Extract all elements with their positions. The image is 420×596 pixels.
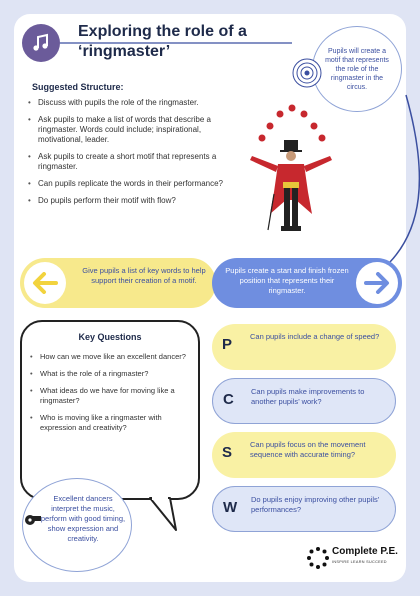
pcsw-wellbeing: [212, 486, 396, 532]
pcsw-social: [212, 432, 396, 478]
list-item: • Who is moving like a ringmaster with expression and creativity?: [28, 413, 196, 433]
list-item: • What is the role of a ringmaster?: [28, 369, 196, 379]
objective-text: Pupils will create a motif that represents the role of the ringmaster in the circus.: [325, 47, 389, 91]
key-questions-list: [28, 352, 196, 440]
list-item: • What ideas do we have for moving like a ringmaster?: [28, 386, 196, 406]
whistle-icon: [24, 514, 42, 526]
title-line-1: Exploring the role of a: [78, 23, 247, 40]
pcsw-question: Can pupils focus on the movement sequence with accurate timing?: [250, 440, 366, 459]
pcsw-question: Can pupils include a change of speed?: [250, 332, 380, 341]
pcsw-letter: S: [222, 444, 233, 461]
brand-name: Complete P.E.: [332, 546, 398, 557]
pcsw-letter: P: [222, 336, 233, 353]
pcsw-question: Do pupils enjoy improving other pupils’ performances?: [251, 495, 380, 514]
list-item: • Ask pupils to create a short motif that represents a ringmaster.: [26, 152, 236, 172]
brand-tagline: INSPIRE LEARN SUCCEED: [332, 560, 387, 564]
harder-text: Pupils create a start and finish frozen position that represents their ringmaster.: [225, 266, 349, 295]
pcsw-physical: [212, 324, 396, 370]
teaching-point-text: Excellent dancers interpret the music, perform with good timing, show expression and creativity.: [40, 494, 126, 543]
pcsw-letter: C: [223, 391, 234, 408]
easier-text: Give pupils a list of key words to help support their creation of a motif.: [82, 266, 206, 285]
key-questions-title: Key Questions: [78, 332, 142, 342]
list-item: • Do pupils perform their motif with flow?: [26, 196, 236, 206]
title-line-2: ‘ringmaster’: [78, 43, 171, 60]
list-item: • Can pupils replicate the words in their performance?: [26, 179, 236, 189]
list-item: • Discuss with pupils the role of the ringmaster.: [26, 98, 236, 108]
pcsw-question: Can pupils make improvements to another pupils’ work?: [251, 387, 365, 406]
pcsw-cognitive: [212, 378, 396, 424]
suggested-structure-title: Suggested Structure:: [32, 82, 124, 92]
brand-logo: [306, 540, 398, 580]
list-item: • Ask pupils to make a list of words that describe a ringmaster. Words could include; inspirational, motivational, leader.: [26, 115, 236, 145]
pcsw-letter: W: [223, 499, 238, 516]
logo-dots-icon: [306, 546, 330, 570]
list-item: • How can we move like an excellent dancer?: [28, 352, 196, 362]
